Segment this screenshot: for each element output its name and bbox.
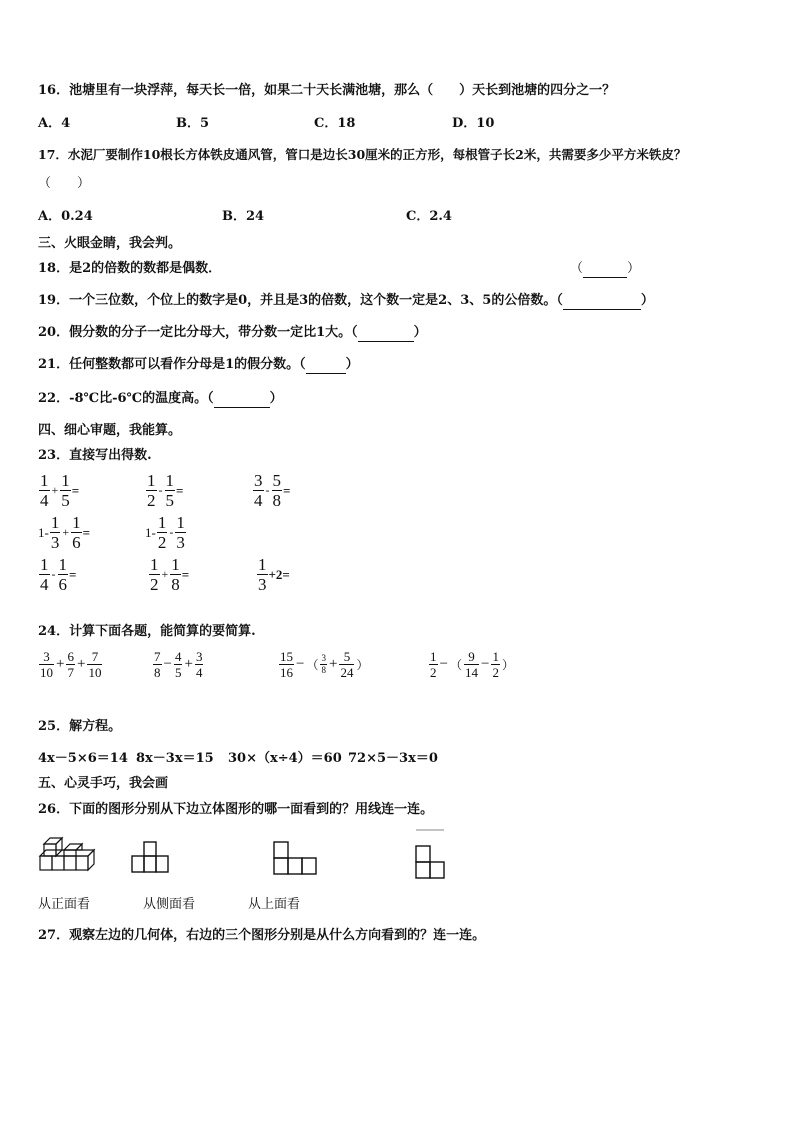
equals-sign: = (69, 566, 77, 582)
answer-blank[interactable] (306, 361, 346, 374)
fraction: $\frac{1}{5}$ (61, 471, 70, 510)
fraction: $\frac{7}{8}$ (154, 649, 161, 680)
caption-side-view: 从侧面看 (143, 897, 196, 912)
answer-blank[interactable] (358, 329, 414, 342)
q23-expr-7 (148, 556, 189, 593)
q17-option-b[interactable]: B．24 (222, 209, 265, 224)
q16-option-c[interactable]: C．18 (314, 116, 356, 131)
plus-sign: + (184, 656, 193, 672)
q23-expr-6 (38, 556, 76, 593)
view-shape-3 (414, 828, 450, 884)
left-paren: （ (306, 658, 319, 672)
fraction: $\frac{3}{8}$ (321, 653, 326, 675)
paren-close: ） (627, 261, 641, 276)
q16-option-b[interactable]: B．5 (176, 116, 210, 131)
caption-front-view: 从正面看 (38, 897, 91, 912)
q23-expr-1 (38, 472, 79, 509)
q23-expr-5 (145, 514, 187, 551)
q21-text: 21．任何整数都可以看作分母是1的假分数。（ (38, 357, 306, 372)
caption-top-view: 从上面看 (248, 897, 301, 912)
question-27: 27．观察左边的几何体，右边的三个图形分别是从什么方向看到的？连一连。 (38, 928, 486, 943)
minus-sign: - (265, 483, 270, 497)
q24-expr-2 (152, 650, 204, 679)
plus-sign: + (161, 567, 169, 581)
fraction: $\frac{1}{2}$ (492, 649, 499, 680)
fraction: $\frac{4}{5}$ (174, 649, 182, 680)
fraction: $\frac{3}{10}$ (40, 649, 53, 680)
fraction: $\frac{6}{7}$ (67, 649, 74, 680)
equals-sign: = (181, 566, 190, 582)
fraction: $\frac{15}{16}$ (280, 649, 293, 680)
question-23: 23．直接写出得数. (38, 448, 152, 463)
right-paren: ） (356, 658, 369, 672)
fraction: $\frac{1}{3}$ (258, 555, 267, 594)
q23-expr-4 (38, 514, 90, 551)
view-shape-2 (272, 840, 318, 876)
solid-figure (38, 832, 102, 878)
equals-sign: = (176, 482, 184, 498)
one-minus: 1- (38, 524, 49, 540)
question-19 (38, 292, 654, 310)
view-shape-1 (130, 840, 170, 876)
minus-sign: − (480, 656, 490, 672)
fraction: $\frac{5}{24}$ (340, 649, 354, 680)
equals-sign: = (82, 524, 91, 540)
paren-close: ） (413, 325, 427, 340)
q23-expr-8 (256, 556, 290, 593)
q17-option-c[interactable]: C．2.4 (406, 209, 452, 224)
equals-sign: = (71, 482, 80, 498)
question-25: 25．解方程。 (38, 719, 122, 734)
answer-blank[interactable] (563, 297, 641, 310)
equation-2: 8x－3x＝15 (136, 751, 214, 766)
equation-4: 72×5－3x＝0 (348, 751, 438, 766)
q16-option-a[interactable]: A．4 (38, 116, 71, 131)
q20-text: 20．假分数的分子一定比分母大，带分数一定比1大。（ (38, 325, 358, 340)
fraction: $\frac{1}{3}$ (176, 513, 185, 552)
fraction: $\frac{3}{4}$ (195, 649, 203, 680)
fraction: $\frac{1}{3}$ (50, 513, 60, 552)
equals-sign: = (283, 482, 291, 498)
question-22 (38, 390, 283, 408)
minus-sign: − (163, 656, 172, 672)
minus-sign: - (51, 567, 56, 581)
fraction: $\frac{1}{6}$ (58, 555, 67, 594)
plus-sign: + (62, 525, 70, 539)
plus-sign: + (56, 656, 65, 672)
section-4-heading: 四、细心审题，我能算。 (38, 423, 182, 438)
fraction: $\frac{9}{14}$ (464, 649, 478, 680)
q23-expr-2 (145, 472, 183, 509)
fraction: $\frac{1}{2}$ (147, 471, 156, 510)
q23-expr-3 (252, 472, 290, 509)
question-17: 17．水泥厂要制作10根长方体铁皮通风管，管口是边长30厘米的正方形，每根管子长2米，共需要多少平方米铁皮？ (38, 147, 687, 162)
plus-two-equals: +2= (268, 566, 290, 582)
minus-sign: − (439, 656, 448, 672)
equation-3: 30×（x÷4）＝60 (228, 751, 342, 766)
answer-blank[interactable] (583, 265, 627, 278)
paren-open: （ (570, 261, 584, 276)
fraction: $\frac{3}{4}$ (254, 471, 263, 510)
paren-close: ） (640, 293, 654, 308)
q16-option-d[interactable]: D．10 (452, 116, 495, 131)
paren-close: ） (269, 391, 283, 406)
q19-text: 19．一个三位数，个位上的数字是0，并且是3的倍数，这个数一定是2、3、5的公倍数。（ (38, 293, 563, 308)
fraction: $\frac{1}{4}$ (40, 471, 49, 510)
section-3-heading: 三、火眼金睛，我会判。 (38, 236, 182, 251)
q17-answer-paren[interactable]: （ ） (38, 176, 91, 191)
fraction: $\frac{1}{8}$ (171, 555, 180, 594)
q17-option-a[interactable]: A．0.24 (38, 209, 93, 224)
plus-sign: + (51, 483, 59, 497)
one-minus: 1- (145, 524, 156, 540)
q24-expr-3 (278, 650, 369, 679)
fraction: $\frac{1}{2}$ (157, 513, 167, 552)
plus-sign: + (76, 656, 86, 672)
q22-text: 22．-8℃比-6℃的温度高。（ (38, 391, 214, 406)
answer-blank[interactable] (214, 395, 270, 408)
fraction: $\frac{1}{2}$ (150, 555, 159, 594)
question-20 (38, 324, 427, 342)
minus-sign: − (296, 656, 305, 672)
minus-sign: - (158, 483, 163, 497)
question-18: 18．是2的倍数的数都是偶数． (38, 261, 222, 276)
minus-sign: - (169, 525, 174, 539)
fraction: $\frac{1}{5}$ (165, 471, 174, 510)
question-24: 24．计算下面各题，能简算的要简算. (38, 624, 256, 639)
left-paren: （ (449, 658, 462, 672)
q24-expr-1 (38, 650, 103, 679)
equation-1: 4x－5×6＝14 (38, 751, 128, 766)
fraction: $\frac{1}{6}$ (72, 513, 81, 552)
plus-sign: + (328, 656, 338, 672)
fraction: $\frac{1}{2}$ (430, 649, 437, 680)
fraction: $\frac{1}{4}$ (40, 555, 49, 594)
question-26: 26．下面的图形分别从下边立体图形的哪一面看到的？用线连一连。 (38, 802, 434, 817)
paren-close: ） (345, 357, 359, 372)
fraction: $\frac{5}{8}$ (272, 471, 281, 510)
q24-expr-4 (428, 650, 515, 679)
q18-answer[interactable] (570, 260, 640, 278)
right-paren: ） (501, 658, 514, 672)
question-21 (38, 356, 359, 374)
fraction: $\frac{7}{10}$ (88, 649, 102, 680)
section-5-heading: 五、心灵手巧，我会画 (38, 776, 169, 791)
question-16: 16．池塘里有一块浮萍，每天长一倍，如果二十天长满池塘，那么（ ）天长到池塘的四分之一？ (38, 83, 616, 98)
